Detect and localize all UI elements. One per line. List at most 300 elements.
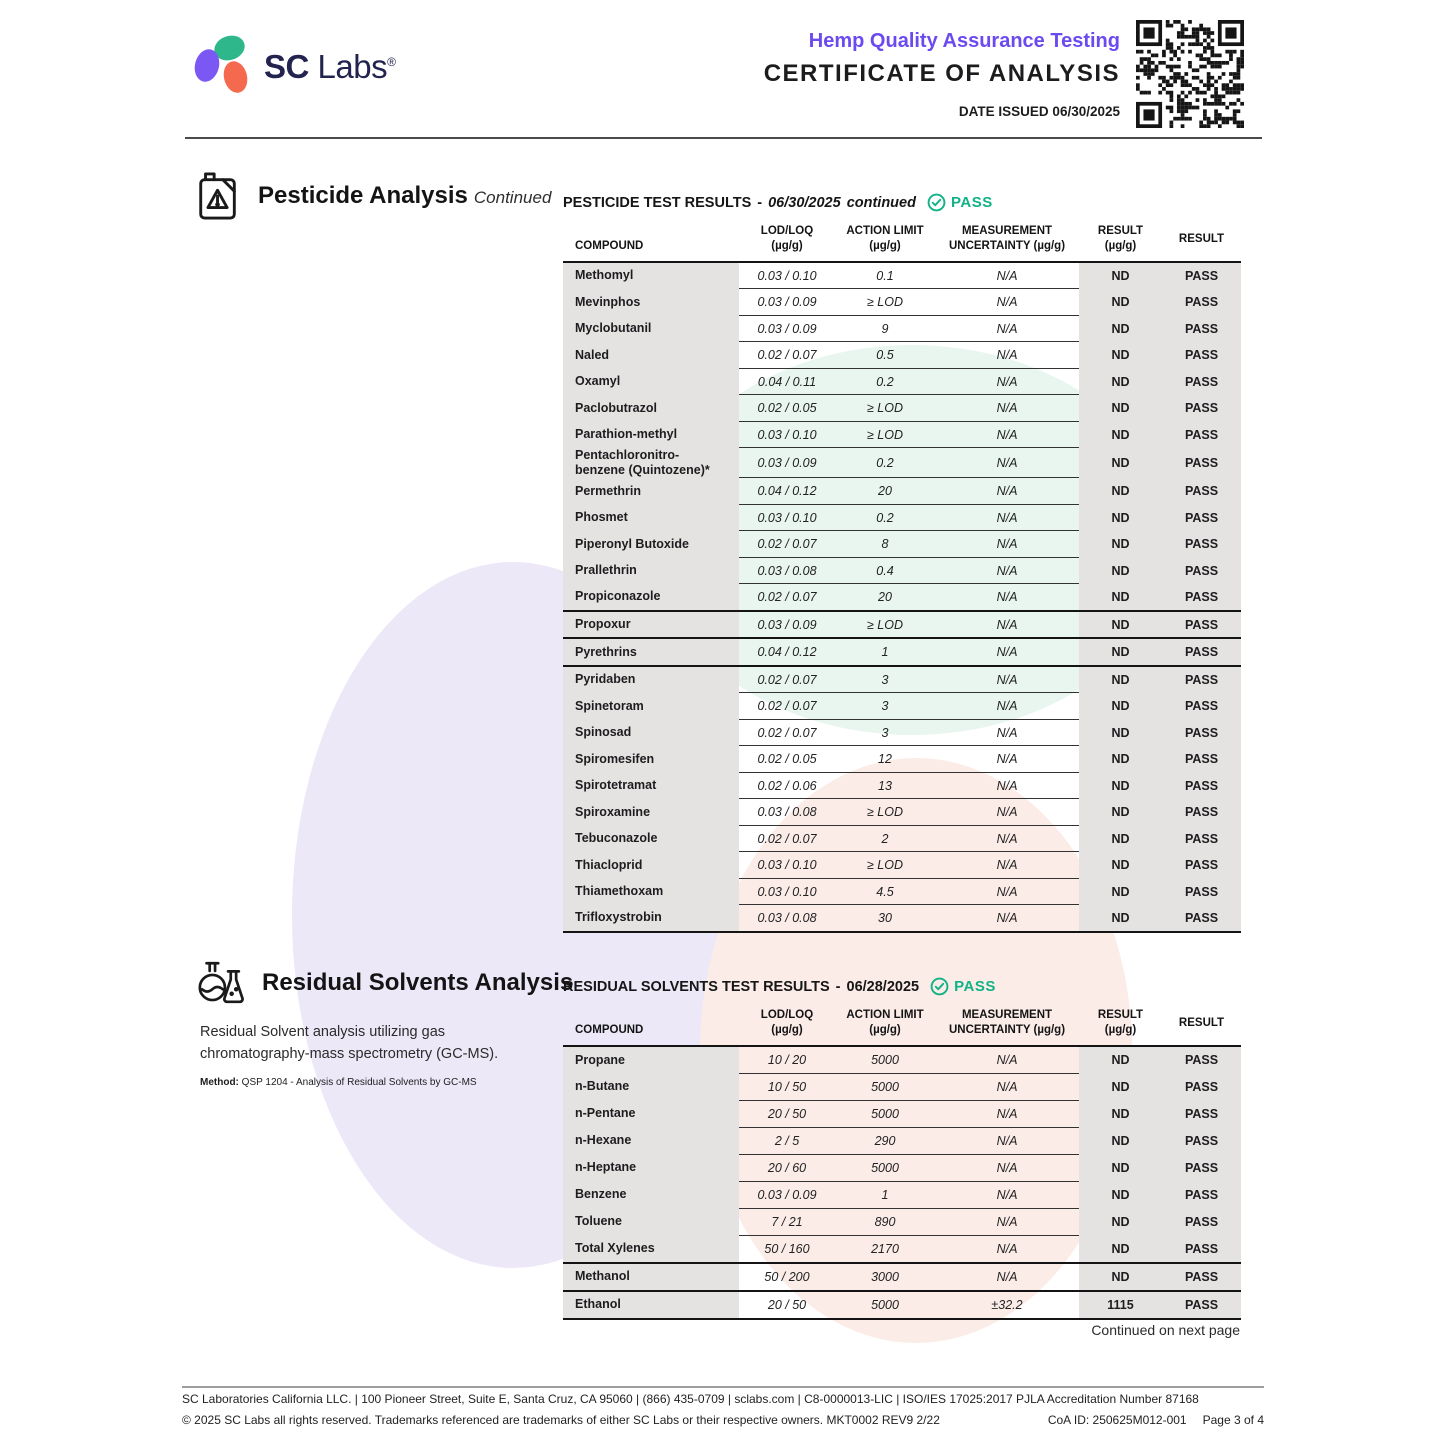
table-row — [563, 905, 1241, 932]
date-issued: DATE ISSUED 06/30/2025 — [958, 104, 1120, 119]
compound-cell: Paclobutrazol — [563, 395, 739, 422]
result-value-cell: ND — [1079, 852, 1162, 879]
coa-id: CoA ID: 250625M012-001 — [1047, 1413, 1187, 1427]
table-row — [563, 746, 1241, 773]
action-limit-cell: 0.2 — [835, 448, 935, 478]
result-value-cell: ND — [1079, 799, 1162, 826]
pesticide-pass-badge — [927, 193, 993, 212]
table-row — [563, 638, 1241, 666]
check-circle-icon — [927, 193, 946, 212]
compound-cell: Spirotetramat — [563, 772, 739, 799]
pass-label: PASS — [950, 194, 993, 211]
result-status-cell: PASS — [1162, 504, 1241, 531]
footer-lab-info: SC Laboratories California LLC. | 100 Pioneer Street, Suite E, Santa Cruz, CA 95060 | (866) 435-0709 | sclabs.com | C8-0000013-LIC | ISO/IES 17025:2017 PJLA Accreditation Number 87168 — [182, 1392, 1199, 1406]
result-status-cell: PASS — [1162, 772, 1241, 799]
uncertainty-cell: N/A — [935, 852, 1079, 879]
lod-loq-cell: 0.03 / 0.10 — [739, 878, 835, 905]
lod-loq-cell: 0.02 / 0.07 — [739, 342, 835, 369]
lod-loq-cell: 50 / 160 — [739, 1235, 835, 1263]
uncertainty-cell: N/A — [935, 1235, 1079, 1263]
lod-loq-cell: 0.04 / 0.11 — [739, 368, 835, 395]
action-limit-cell: ≥ LOD — [835, 289, 935, 316]
uncertainty-cell: N/A — [935, 719, 1079, 746]
action-limit-cell: 8 — [835, 531, 935, 558]
uncertainty-cell: N/A — [935, 395, 1079, 422]
lod-loq-cell: 0.02 / 0.05 — [739, 746, 835, 773]
table-row — [563, 289, 1241, 316]
col-compound: COMPOUND — [563, 224, 739, 262]
uncertainty-cell: N/A — [935, 478, 1079, 505]
lod-loq-cell: 0.03 / 0.09 — [739, 611, 835, 639]
result-value-cell: ND — [1079, 504, 1162, 531]
result-value-cell: ND — [1079, 693, 1162, 720]
action-limit-cell: 290 — [835, 1127, 935, 1154]
table-row — [563, 611, 1241, 639]
footer-divider — [182, 1386, 1264, 1388]
uncertainty-cell: N/A — [935, 1100, 1079, 1127]
header-titles — [764, 30, 1120, 119]
pesticide-results-title: PESTICIDE TEST RESULTS — [563, 194, 752, 211]
pesticide-continued-note: Continued — [473, 188, 552, 207]
action-limit-cell: 3 — [835, 666, 935, 693]
result-value-cell: ND — [1079, 719, 1162, 746]
compound-cell: Total Xylenes — [563, 1235, 739, 1263]
solvents-table-header-row — [563, 1008, 1241, 1046]
col-compound: COMPOUND — [563, 1008, 739, 1046]
result-value-cell: ND — [1079, 666, 1162, 693]
uncertainty-cell: N/A — [935, 504, 1079, 531]
lod-loq-cell: 0.02 / 0.06 — [739, 772, 835, 799]
uncertainty-cell: N/A — [935, 905, 1079, 932]
result-status-cell: PASS — [1162, 1154, 1241, 1181]
footer-copyright: © 2025 SC Labs all rights reserved. Trademarks referenced are trademarks of either SC Labs or their respective owners. MKT0002 REV9 2/22 — [182, 1413, 940, 1427]
lod-loq-cell: 50 / 200 — [739, 1263, 835, 1291]
result-value-cell: ND — [1079, 342, 1162, 369]
action-limit-cell: 0.4 — [835, 557, 935, 584]
method-label: Method: — [200, 1077, 239, 1088]
uncertainty-cell: N/A — [935, 342, 1079, 369]
solvents-results-table — [563, 1008, 1241, 1320]
lod-loq-cell: 10 / 20 — [739, 1046, 835, 1074]
lab-flasks-icon — [194, 958, 246, 1008]
lod-loq-cell: 2 / 5 — [739, 1127, 835, 1154]
table-row — [563, 395, 1241, 422]
lod-loq-cell: 20 / 50 — [739, 1100, 835, 1127]
result-status-cell: PASS — [1162, 799, 1241, 826]
col-lod-loq: LOD/LOQ (µg/g) — [739, 224, 835, 262]
separator-dash: - — [757, 194, 763, 211]
solvents-results-line — [563, 977, 996, 996]
solvents-description-line2: chromatography-mass spectrometry (GC-MS). — [200, 1045, 499, 1062]
compound-cell: Tebuconazole — [563, 825, 739, 852]
result-value-cell: ND — [1079, 746, 1162, 773]
pesticide-table-header-row — [563, 224, 1241, 262]
solvents-pass-badge — [930, 977, 996, 996]
continued-on-next-page: Continued on next page — [1091, 1322, 1240, 1338]
lod-loq-cell: 0.03 / 0.08 — [739, 905, 835, 932]
compound-cell: Methanol — [563, 1263, 739, 1291]
lod-loq-cell: 0.03 / 0.09 — [739, 448, 835, 478]
result-value-cell: ND — [1079, 1208, 1162, 1235]
uncertainty-cell: N/A — [935, 1046, 1079, 1074]
compound-cell: Pyridaben — [563, 666, 739, 693]
result-status-cell: PASS — [1162, 557, 1241, 584]
action-limit-cell: 1 — [835, 638, 935, 666]
compound-cell: Permethrin — [563, 478, 739, 505]
result-value-cell: ND — [1079, 772, 1162, 799]
uncertainty-cell: N/A — [935, 693, 1079, 720]
uncertainty-cell: N/A — [935, 1154, 1079, 1181]
action-limit-cell: 4.5 — [835, 878, 935, 905]
result-value-cell: ND — [1079, 1263, 1162, 1291]
compound-cell: Naled — [563, 342, 739, 369]
table-row — [563, 719, 1241, 746]
sc-labs-logo-mark-icon — [194, 34, 256, 100]
table-row — [563, 315, 1241, 342]
result-status-cell: PASS — [1162, 1181, 1241, 1208]
result-value-cell: ND — [1079, 395, 1162, 422]
compound-cell: Ethanol — [563, 1291, 739, 1319]
table-row — [563, 368, 1241, 395]
table-row — [563, 342, 1241, 369]
uncertainty-cell: N/A — [935, 878, 1079, 905]
compound-cell: Propoxur — [563, 611, 739, 639]
action-limit-cell: ≥ LOD — [835, 421, 935, 448]
action-limit-cell: 0.5 — [835, 342, 935, 369]
sc-labs-logo — [194, 34, 395, 100]
compound-cell: Prallethrin — [563, 557, 739, 584]
lod-loq-cell: 0.03 / 0.09 — [739, 289, 835, 316]
logo-wordmark — [264, 48, 395, 86]
compound-cell: n-Hexane — [563, 1127, 739, 1154]
col-result-status: RESULT — [1162, 224, 1241, 262]
compound-cell: n-Pentane — [563, 1100, 739, 1127]
action-limit-cell: 12 — [835, 746, 935, 773]
program-title: Hemp Quality Assurance Testing — [808, 30, 1120, 52]
compound-cell: Propane — [563, 1046, 739, 1074]
lod-loq-cell: 0.04 / 0.12 — [739, 478, 835, 505]
action-limit-cell: 3000 — [835, 1263, 935, 1291]
action-limit-cell: 3 — [835, 693, 935, 720]
uncertainty-cell: N/A — [935, 799, 1079, 826]
result-value-cell: ND — [1079, 421, 1162, 448]
result-value-cell: ND — [1079, 1181, 1162, 1208]
table-row — [563, 531, 1241, 558]
uncertainty-cell: N/A — [935, 746, 1079, 773]
action-limit-cell: 30 — [835, 905, 935, 932]
uncertainty-cell: N/A — [935, 666, 1079, 693]
compound-cell: Trifloxystrobin — [563, 905, 739, 932]
table-row — [563, 1073, 1241, 1100]
compound-cell: Pentachloronitro- benzene (Quintozene)* — [563, 448, 739, 478]
lod-loq-cell: 0.02 / 0.07 — [739, 584, 835, 611]
compound-cell: Phosmet — [563, 504, 739, 531]
action-limit-cell: 0.1 — [835, 262, 935, 289]
pesticide-section-header — [194, 170, 551, 222]
action-limit-cell: 890 — [835, 1208, 935, 1235]
table-row — [563, 1127, 1241, 1154]
compound-cell: n-Heptane — [563, 1154, 739, 1181]
table-row — [563, 1154, 1241, 1181]
table-row — [563, 799, 1241, 826]
separator-dash: - — [835, 978, 841, 995]
table-row — [563, 666, 1241, 693]
col-action-limit: ACTION LIMIT (µg/g) — [835, 224, 935, 262]
col-action-limit: ACTION LIMIT (µg/g) — [835, 1008, 935, 1046]
registered-mark: ® — [387, 55, 396, 69]
table-row — [563, 1208, 1241, 1235]
uncertainty-cell: N/A — [935, 289, 1079, 316]
qr-code-icon — [1136, 20, 1244, 128]
uncertainty-cell: N/A — [935, 611, 1079, 639]
pass-label: PASS — [954, 978, 996, 995]
col-result-value: RESULT (µg/g) — [1079, 1008, 1162, 1046]
action-limit-cell: 2170 — [835, 1235, 935, 1263]
pesticide-results-table — [563, 224, 1241, 933]
table-row — [563, 1100, 1241, 1127]
section-title-pesticide — [258, 182, 551, 210]
result-value-cell: ND — [1079, 557, 1162, 584]
check-circle-icon — [930, 977, 949, 996]
result-status-cell: PASS — [1162, 1263, 1241, 1291]
compound-cell: Spiroxamine — [563, 799, 739, 826]
result-status-cell: PASS — [1162, 638, 1241, 666]
table-row — [563, 262, 1241, 289]
footer-legal-line — [182, 1413, 1264, 1427]
logo-labs: Labs — [317, 48, 388, 85]
lod-loq-cell: 0.04 / 0.12 — [739, 638, 835, 666]
result-value-cell: ND — [1079, 1100, 1162, 1127]
result-value-cell: ND — [1079, 315, 1162, 342]
action-limit-cell: ≥ LOD — [835, 395, 935, 422]
result-value-cell: ND — [1079, 1046, 1162, 1074]
uncertainty-cell: N/A — [935, 368, 1079, 395]
result-value-cell: ND — [1079, 368, 1162, 395]
result-status-cell: PASS — [1162, 448, 1241, 478]
solvents-results-title: RESIDUAL SOLVENTS TEST RESULTS — [563, 978, 830, 995]
lod-loq-cell: 7 / 21 — [739, 1208, 835, 1235]
compound-cell: Thiacloprid — [563, 852, 739, 879]
compound-cell: Toluene — [563, 1208, 739, 1235]
uncertainty-cell: N/A — [935, 448, 1079, 478]
result-status-cell: PASS — [1162, 1127, 1241, 1154]
result-value-cell: ND — [1079, 262, 1162, 289]
uncertainty-cell: N/A — [935, 1263, 1079, 1291]
action-limit-cell: 3 — [835, 719, 935, 746]
result-value-cell: ND — [1079, 1154, 1162, 1181]
action-limit-cell: ≥ LOD — [835, 852, 935, 879]
solvents-description — [200, 1022, 550, 1066]
uncertainty-cell: N/A — [935, 531, 1079, 558]
col-measurement-uncertainty: MEASUREMENT UNCERTAINTY (µg/g) — [935, 224, 1079, 262]
col-lod-loq: LOD/LOQ (µg/g) — [739, 1008, 835, 1046]
col-measurement-uncertainty: MEASUREMENT UNCERTAINTY (µg/g) — [935, 1008, 1079, 1046]
footer — [182, 1392, 1264, 1427]
page-number: Page 3 of 4 — [1202, 1413, 1264, 1427]
lod-loq-cell: 0.02 / 0.07 — [739, 693, 835, 720]
solvents-title-text: Residual Solvents Analysis — [262, 969, 574, 996]
lod-loq-cell: 0.03 / 0.10 — [739, 852, 835, 879]
table-row — [563, 1263, 1241, 1291]
action-limit-cell: 5000 — [835, 1100, 935, 1127]
result-status-cell: PASS — [1162, 368, 1241, 395]
logo-coral-petal — [220, 59, 250, 96]
solvents-method — [200, 1077, 477, 1088]
action-limit-cell: 5000 — [835, 1291, 935, 1319]
uncertainty-cell: ±32.2 — [935, 1291, 1079, 1319]
compound-cell: Mevinphos — [563, 289, 739, 316]
uncertainty-cell: N/A — [935, 1208, 1079, 1235]
result-value-cell: ND — [1079, 1127, 1162, 1154]
result-status-cell: PASS — [1162, 666, 1241, 693]
col-result-value: RESULT (µg/g) — [1079, 224, 1162, 262]
pesticide-title-text: Pesticide Analysis — [258, 182, 468, 209]
uncertainty-cell: N/A — [935, 772, 1079, 799]
result-status-cell: PASS — [1162, 719, 1241, 746]
compound-cell: Propiconazole — [563, 584, 739, 611]
lod-loq-cell: 0.03 / 0.10 — [739, 421, 835, 448]
result-status-cell: PASS — [1162, 852, 1241, 879]
compound-cell: Spiromesifen — [563, 746, 739, 773]
uncertainty-cell: N/A — [935, 638, 1079, 666]
lod-loq-cell: 0.02 / 0.07 — [739, 531, 835, 558]
lod-loq-cell: 0.02 / 0.07 — [739, 719, 835, 746]
action-limit-cell: ≥ LOD — [835, 611, 935, 639]
lod-loq-cell: 0.02 / 0.07 — [739, 825, 835, 852]
lod-loq-cell: 10 / 50 — [739, 1073, 835, 1100]
result-status-cell: PASS — [1162, 478, 1241, 505]
lod-loq-cell: 0.03 / 0.09 — [739, 1181, 835, 1208]
lod-loq-cell: 0.03 / 0.10 — [739, 262, 835, 289]
solvents-section-header — [194, 958, 573, 1008]
result-status-cell: PASS — [1162, 611, 1241, 639]
result-status-cell: PASS — [1162, 531, 1241, 558]
lod-loq-cell: 0.02 / 0.07 — [739, 666, 835, 693]
action-limit-cell: 13 — [835, 772, 935, 799]
result-status-cell: PASS — [1162, 746, 1241, 773]
result-status-cell: PASS — [1162, 1100, 1241, 1127]
result-status-cell: PASS — [1162, 1291, 1241, 1319]
uncertainty-cell: N/A — [935, 557, 1079, 584]
table-row — [563, 504, 1241, 531]
pesticide-results-continued: continued — [846, 194, 916, 211]
action-limit-cell: 0.2 — [835, 504, 935, 531]
solvents-results-date: 06/28/2025 — [846, 978, 920, 995]
result-status-cell: PASS — [1162, 693, 1241, 720]
compound-cell: Pyrethrins — [563, 638, 739, 666]
table-row — [563, 878, 1241, 905]
result-status-cell: PASS — [1162, 825, 1241, 852]
table-row — [563, 772, 1241, 799]
table-row — [563, 1046, 1241, 1074]
result-status-cell: PASS — [1162, 1073, 1241, 1100]
result-status-cell: PASS — [1162, 289, 1241, 316]
pesticide-jug-warning-icon — [194, 170, 242, 222]
result-value-cell: ND — [1079, 1073, 1162, 1100]
result-status-cell: PASS — [1162, 584, 1241, 611]
table-row — [563, 448, 1241, 478]
uncertainty-cell: N/A — [935, 1073, 1079, 1100]
lod-loq-cell: 0.03 / 0.10 — [739, 504, 835, 531]
action-limit-cell: 5000 — [835, 1073, 935, 1100]
compound-cell: Thiamethoxam — [563, 878, 739, 905]
result-status-cell: PASS — [1162, 878, 1241, 905]
table-row — [563, 421, 1241, 448]
result-status-cell: PASS — [1162, 262, 1241, 289]
uncertainty-cell: N/A — [935, 825, 1079, 852]
solvents-description-line1: Residual Solvent analysis utilizing gas — [200, 1024, 446, 1040]
table-row — [563, 1235, 1241, 1263]
lod-loq-cell: 20 / 50 — [739, 1291, 835, 1319]
result-status-cell: PASS — [1162, 905, 1241, 932]
uncertainty-cell: N/A — [935, 1127, 1079, 1154]
result-value-cell: ND — [1079, 905, 1162, 932]
result-status-cell: PASS — [1162, 1235, 1241, 1263]
table-row — [563, 693, 1241, 720]
result-value-cell: ND — [1079, 448, 1162, 478]
lod-loq-cell: 0.03 / 0.09 — [739, 315, 835, 342]
table-row — [563, 478, 1241, 505]
result-status-cell: PASS — [1162, 1046, 1241, 1074]
action-limit-cell: 20 — [835, 584, 935, 611]
result-value-cell: ND — [1079, 825, 1162, 852]
table-row — [563, 852, 1241, 879]
compound-cell: Piperonyl Butoxide — [563, 531, 739, 558]
action-limit-cell: 1 — [835, 1181, 935, 1208]
uncertainty-cell: N/A — [935, 584, 1079, 611]
compound-cell: n-Butane — [563, 1073, 739, 1100]
compound-cell: Benzene — [563, 1181, 739, 1208]
uncertainty-cell: N/A — [935, 315, 1079, 342]
action-limit-cell: 5000 — [835, 1154, 935, 1181]
compound-cell: Oxamyl — [563, 368, 739, 395]
table-row — [563, 557, 1241, 584]
result-value-cell: ND — [1079, 638, 1162, 666]
result-value-cell: ND — [1079, 289, 1162, 316]
pesticide-results-date: 06/30/2025 — [768, 194, 841, 211]
result-value-cell: ND — [1079, 584, 1162, 611]
uncertainty-cell: N/A — [935, 262, 1079, 289]
result-value-cell: ND — [1079, 1235, 1162, 1263]
compound-cell: Parathion-methyl — [563, 421, 739, 448]
certificate-title: CERTIFICATE OF ANALYSIS — [763, 60, 1120, 87]
action-limit-cell: 9 — [835, 315, 935, 342]
logo-sc: SC — [264, 48, 309, 85]
uncertainty-cell: N/A — [935, 1181, 1079, 1208]
result-value-cell: ND — [1079, 478, 1162, 505]
action-limit-cell: 5000 — [835, 1046, 935, 1074]
action-limit-cell: 0.2 — [835, 368, 935, 395]
compound-cell: Methomyl — [563, 262, 739, 289]
table-row — [563, 1291, 1241, 1319]
lod-loq-cell: 0.03 / 0.08 — [739, 557, 835, 584]
uncertainty-cell: N/A — [935, 421, 1079, 448]
result-status-cell: PASS — [1162, 342, 1241, 369]
lod-loq-cell: 0.02 / 0.05 — [739, 395, 835, 422]
section-title-solvents — [262, 969, 573, 997]
compound-cell: Myclobutanil — [563, 315, 739, 342]
result-status-cell: PASS — [1162, 395, 1241, 422]
table-row — [563, 584, 1241, 611]
lod-loq-cell: 20 / 60 — [739, 1154, 835, 1181]
result-value-cell: ND — [1079, 878, 1162, 905]
result-status-cell: PASS — [1162, 1208, 1241, 1235]
action-limit-cell: 20 — [835, 478, 935, 505]
action-limit-cell: 2 — [835, 825, 935, 852]
compound-cell: Spinetoram — [563, 693, 739, 720]
compound-cell: Spinosad — [563, 719, 739, 746]
col-result-status: RESULT — [1162, 1008, 1241, 1046]
